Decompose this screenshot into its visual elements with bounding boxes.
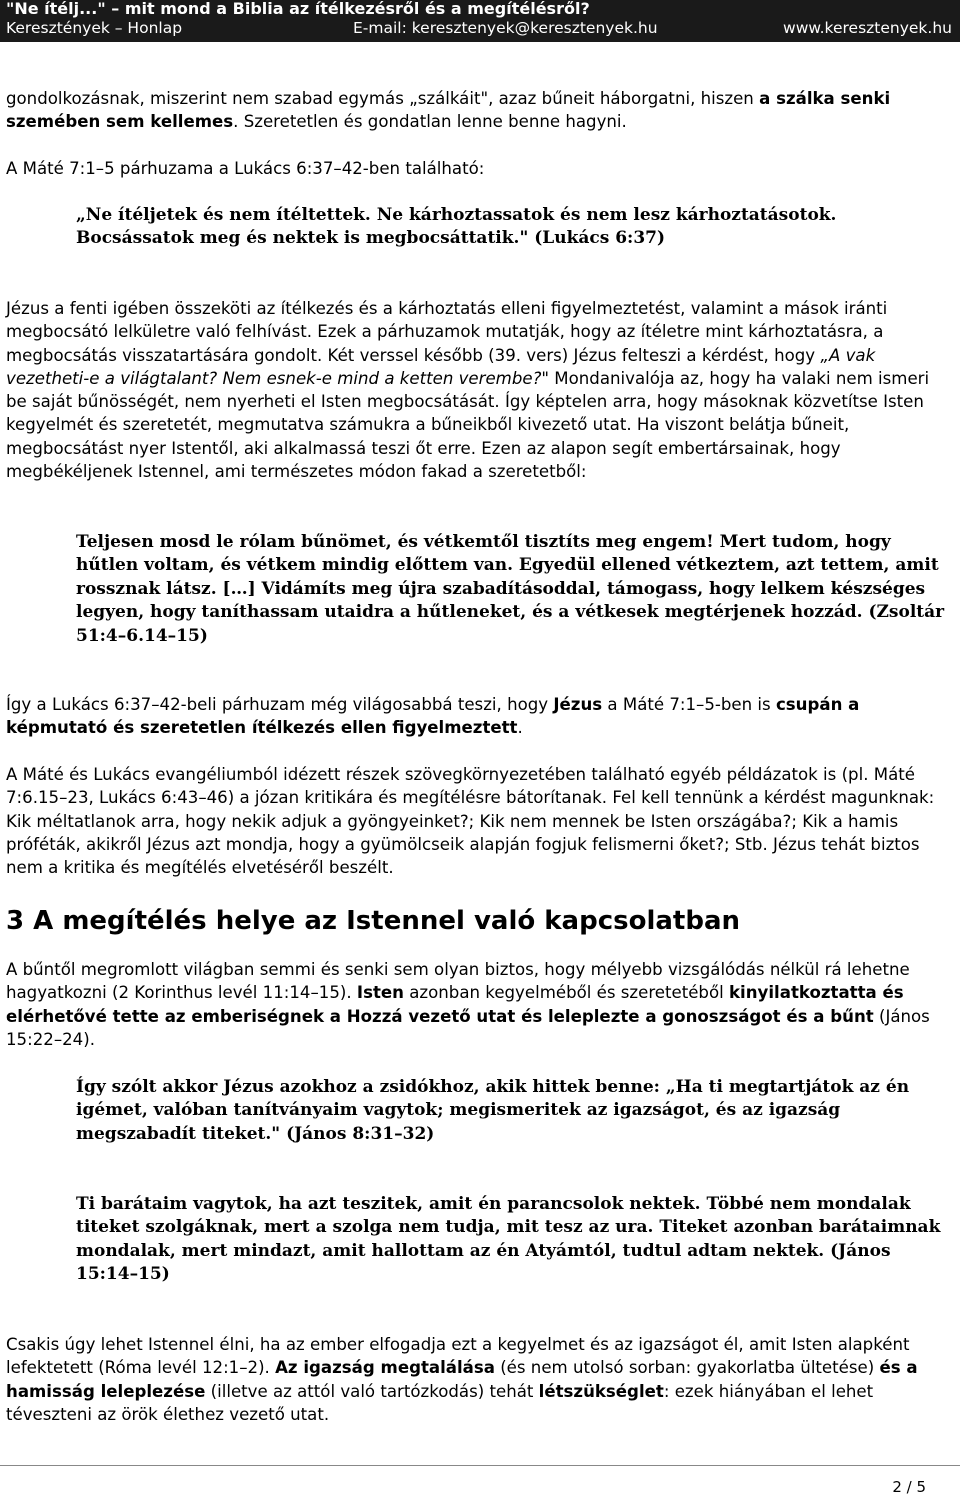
bold-text: Isten <box>356 983 404 1003</box>
quote-john-8-31: Így szólt akkor Jézus azokhoz a zsidókhoz, akik hittek benne: „Ha ti megtartjátok az én igémet, valóban tanítványaim vagytok; megismeritek az igazságot, és az igazság megszabadít titeket." (János 8:31–32) <box>76 1077 910 1144</box>
text: Csakis úgy lehet Istennel élni, ha az ember elfogadja ezt a kegyelmet és az igazságot él, amit Isten alapként lefektetett (Róma levél 12:1–2). <box>6 1335 910 1378</box>
home-link[interactable]: Keresztények – Honlap <box>6 19 183 37</box>
paragraph-luke-parallel <box>6 693 951 740</box>
bold-text: a szálka senki szemében sem kellemes <box>6 89 891 132</box>
text: a Máté 7:1–5-ben is <box>602 695 776 714</box>
page-header <box>0 0 960 42</box>
text: : ezek hiányában el lehet téveszteni az örök élethez vezető utat. <box>6 1381 874 1424</box>
text: (János 15:22–24). <box>6 1006 930 1049</box>
bold-text: kinyilatkoztatta és elérhetővé tette az emberiségnek a Hozzá vezető utat és leleplezte a gonoszságot és a bűnt <box>6 983 904 1026</box>
page-footer <box>0 1460 960 1497</box>
section-heading: 3 A megítélés helye az Istennel való kapcsolatban <box>6 906 741 936</box>
text: (és nem utolsó sorban: gyakorlatba ültetése) <box>494 1358 880 1378</box>
paragraph-other-examples: A Máté és Lukács evangéliumból idézett részek szövegkörnyezetében található egyéb példázatok is (pl. Máté 7:6.15–23, Lukács 6:43–46) a józan kritikára és megítélésre bátorítanak. Fel kell tennünk a kérdést magunknak: Kik méltatlanok arra, hogy nekik adjuk a gyöngyeinket?; Kik nem mennek be Isten országába?; Kik a hamis próféták, akikről Jézus azt mondja, hogy a gyümölcseik alapján fogjuk felismerni őket?; Stb. Jézus tehát biztos nem a kritika és megítélés elvetéséről beszélt. <box>6 765 935 878</box>
quote-john-15-14: Ti barátaim vagytok, ha azt teszitek, amit én parancsolok nektek. Többé nem mondalak titeket szolgáknak, mert a szolga nem tudja, mit tesz az ura. Titeket azonban barátaimnak mondalak, mert mindazt, amit hallottam az én Atyámtól, tudtul adtam nektek. (János 15:14–15) <box>76 1194 941 1285</box>
paragraph-god-revealed <box>6 958 951 1051</box>
bold-text: létszükséglet <box>538 1381 664 1401</box>
document-title: "Ne ítélj..." – mit mond a Biblia az ítélkezésről és a megítélésről? <box>6 0 590 18</box>
text: Így a Lukács 6:37–42-beli párhuzam még világosabbá teszi, hogy <box>6 695 554 714</box>
email-link[interactable]: E-mail: keresztenyek@keresztenyek.hu <box>353 19 658 37</box>
footer-divider <box>0 1465 960 1466</box>
paragraph-living-with-god <box>6 1333 951 1426</box>
quote-luke-6-37: „Ne ítéljetek és nem ítéltettek. Ne kárhoztassatok és nem lesz kárhoztatásotok. Bocsássatok meg és nektek is megbocsáttatik." (Lukács 6:37) <box>76 205 837 249</box>
page-number: 2 / 5 <box>892 1478 926 1496</box>
paragraph-jesus-warning <box>6 297 951 483</box>
text: . Szeretetlen és gondatlan lenne benne hagyni. <box>233 112 627 132</box>
bold-text: Az igazság megtalálása <box>275 1358 495 1378</box>
quote-psalm-51: Teljesen mosd le rólam bűnömet, és vétkemtől tisztíts meg engem! Mert tudom, hogy hűtlen voltam, és vétkem mindig előttem van. Egyedül ellened vétkeztem, azt tettem, amit rossznak látsz. […] Vidámíts meg újra szabadításoddal, támogass, hogy lelkem készséges legyen, hogy taníthassam utaidra a hűtleneket, és a vétkesek megtérjenek hozzád. (Zsoltár 51:4–6.14–15) <box>76 532 945 646</box>
text: azonban kegyelméből és szeretetéből <box>403 983 730 1003</box>
bold-text: csupán a képmutató és szeretetlen ítélkezés ellen figyelmeztett <box>6 695 860 738</box>
text: (illetve az attól való tartózkodás) tehát <box>205 1381 539 1401</box>
bold-text: Jézus <box>553 695 603 714</box>
website-link[interactable]: www.keresztenyek.hu <box>783 19 952 37</box>
paragraph-parallel: A Máté 7:1–5 párhuzama a Lukács 6:37–42-ben található: <box>6 159 485 178</box>
text: Jézus a fenti igében összeköti az ítélkezés és a kárhoztatás elleni figyelmeztetést, valamint a mások iránti megbocsátó lelkületre való felhívást. Ezek a párhuzamok mutatják, hogy az ítéletre mint kárhoztatásra, a megbocsátás visszatartására gondolt. Két verssel később (39. vers) Jézus felteszi a kérdést, hogy <box>6 299 888 365</box>
text: gondolkozásnak, miszerint nem szabad egymás „szálkáit", azaz bűneit háborgatni, hiszen <box>6 89 760 108</box>
text: A bűntől megromlott világban semmi és senki sem olyan biztos, hogy mélyebb vizsgálódás nélkül rá lehetne hagyatkozni (2 Korinthus levél 11:14–15). <box>6 960 910 1003</box>
italic-text: „A vak vezetheti-e a világtalant? Nem esnek-e mind a ketten verembe?" <box>6 345 876 388</box>
text: Mondanivalója az, hogy ha valaki nem ismeri be saját bűnösségét, nem nyerheti el Isten megbocsátását. Így képtelen arra, hogy másoknak közvetítse Isten kegyelmét és szeretetét, megmutatva számukra a bűneikből kivezető utat. Ha viszont belátja bűneit, megbocsátást nyer Istentől, aki alkalmassá teszi őt erre. Ezen az alapon segít embertársainak, hogy megbékéljenek Istennel, ami természetes módon fakad a szeretetből: <box>6 368 930 482</box>
bold-text: és a hamisság leleplezése <box>6 1358 918 1401</box>
text: . <box>517 718 523 738</box>
paragraph-intro <box>6 87 951 134</box>
